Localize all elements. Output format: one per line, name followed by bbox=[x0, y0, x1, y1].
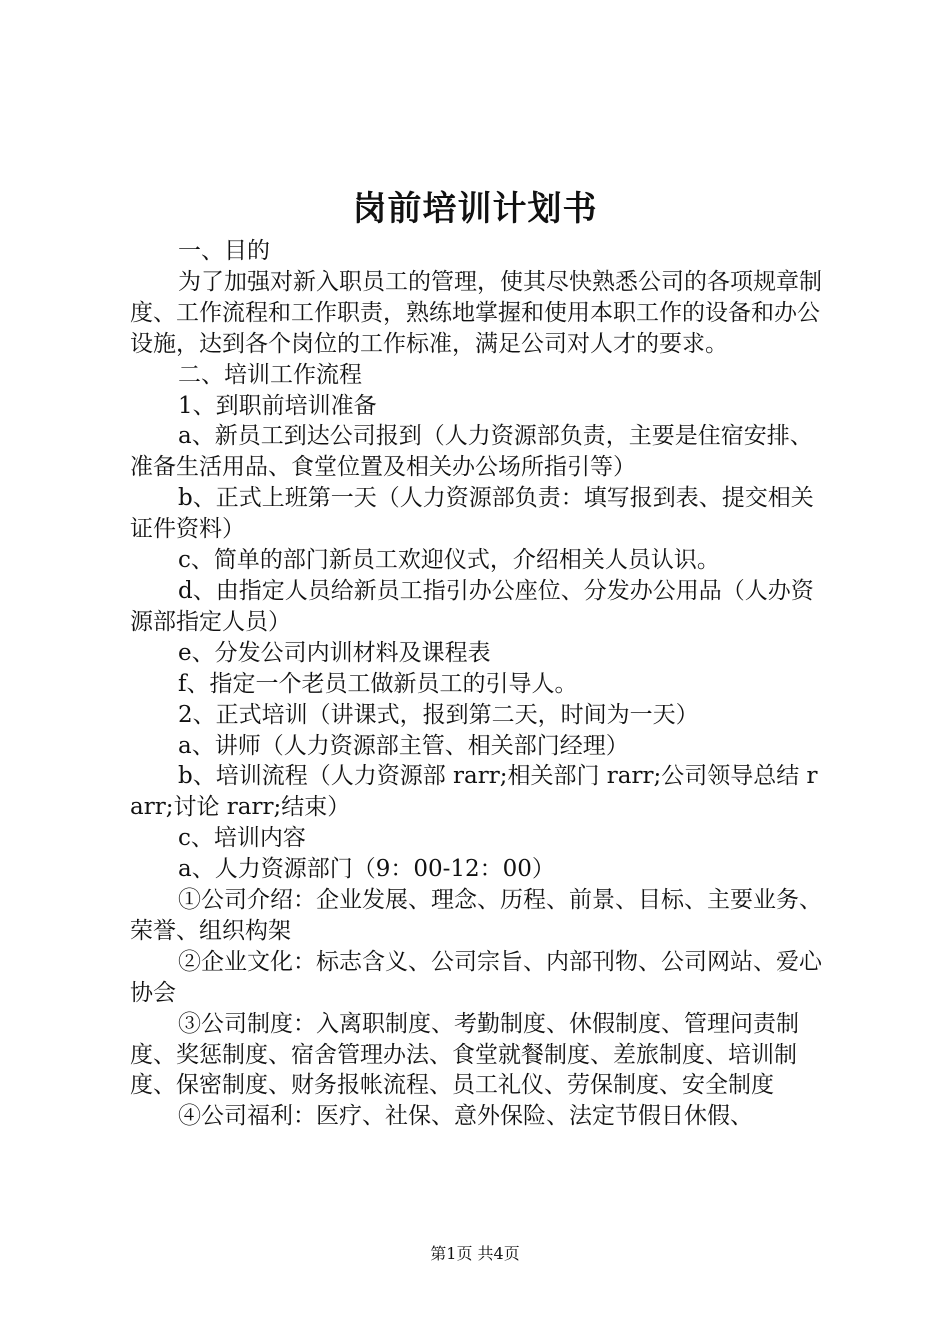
paragraph-purpose: 为了加强对新入职员工的管理，使其尽快熟悉公司的各项规章制度、工作流程和工作职责，熟练地掌握和使用本职工作的设备和办公设施，达到各个岗位的工作标准，满足公司对人才的要求。 bbox=[130, 268, 822, 357]
document-body bbox=[130, 236, 830, 1132]
paragraph-step-2-b: b、培训流程（人力资源部 rarr;相关部门 rarr;公司领导总结 rarr;讨论 rarr;结束） bbox=[130, 763, 818, 821]
page-footer: 第1页 共4页 bbox=[430, 1244, 520, 1263]
paragraph-step-2-a: a、讲师（人力资源部主管、相关部门经理） bbox=[178, 732, 629, 759]
paragraph-step-1-d: d、由指定人员给新员工指引办公座位、分发办公用品（人办资源部指定人员） bbox=[130, 577, 814, 635]
paragraph-item-2: ②企业文化：标志含义、公司宗旨、内部刊物、公司网站、爱心协会 bbox=[130, 948, 822, 1006]
paragraph-step-2-heading: 2、正式培训（讲课式，报到第二天，时间为一天） bbox=[178, 701, 699, 728]
paragraph-step-2-c: c、培训内容 bbox=[178, 825, 306, 852]
paragraph-hr-session: a、人力资源部门（9：00-12：00） bbox=[178, 856, 555, 883]
paragraph-step-1-a: a、新员工到达公司报到（人力资源部负责，主要是住宿安排、准备生活用品、食堂位置及相关办公场所指引等） bbox=[130, 423, 813, 481]
document-title: 岗前培训计划书 bbox=[352, 189, 598, 229]
paragraph-step-1-heading: 1、到职前培训准备 bbox=[178, 392, 377, 419]
paragraph-step-1-b: b、正式上班第一天（人力资源部负责：填写报到表、提交相关证件资料） bbox=[130, 485, 814, 543]
paragraph-step-1-e: e、分发公司内训材料及课程表 bbox=[178, 639, 491, 666]
paragraph-step-1-c: c、简单的部门新员工欢迎仪式，介绍相关人员认识。 bbox=[178, 547, 720, 574]
paragraph-step-1-f: f、指定一个老员工做新员工的引导人。 bbox=[178, 670, 578, 697]
paragraph-item-1: ①公司介绍：企业发展、理念、历程、前景、目标、主要业务、荣誉、组织构架 bbox=[130, 887, 822, 944]
paragraph-section-2-heading: 二、培训工作流程 bbox=[178, 361, 362, 388]
paragraph-item-3: ③公司制度：入离职制度、考勤制度、休假制度、管理问责制度、奖惩制度、宿舍管理办法、食堂就餐制度、差旅制度、培训制度、保密制度、财务报帐流程、员工礼仪、劳保制度、安全制度 bbox=[130, 1010, 799, 1099]
paragraph-section-1-heading: 一、目的 bbox=[178, 238, 270, 264]
paragraph-item-4: ④公司福利：医疗、社保、意外保险、法定节假日休假、 bbox=[178, 1103, 753, 1130]
